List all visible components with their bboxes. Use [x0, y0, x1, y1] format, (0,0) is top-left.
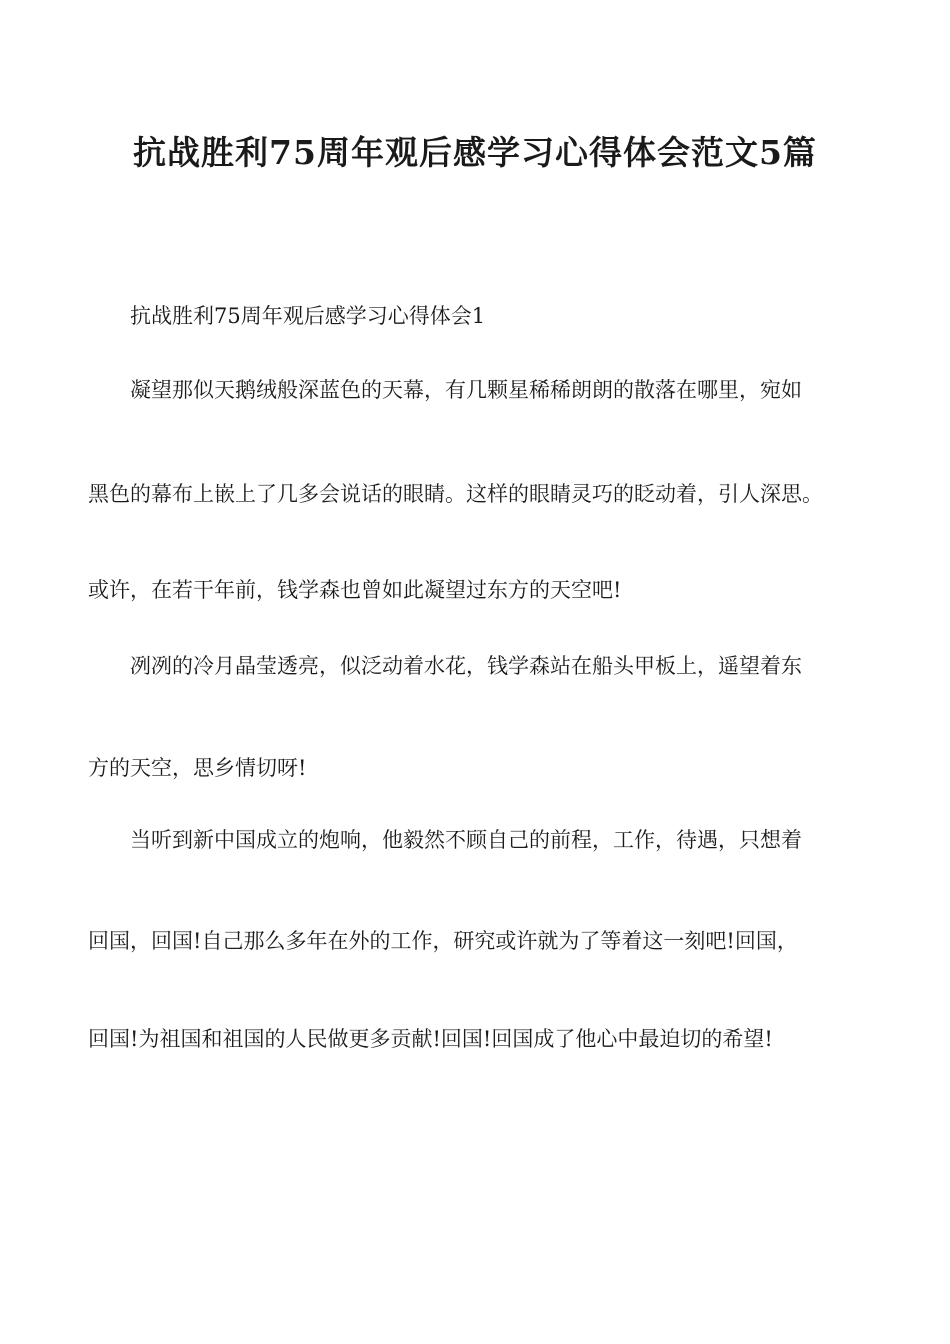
paragraph-line: 冽冽的冷月晶莹透亮，似泛动着水花，钱学森站在船头甲板上，遥望着东	[130, 654, 802, 678]
paragraph-line: 回国，回国!自己那么多年在外的工作，研究或许就为了等着这一刻吧!回国，	[88, 929, 798, 953]
paragraph-line: 当听到新中国成立的炮响，他毅然不顾自己的前程，工作，待遇，只想着	[130, 828, 802, 852]
paragraph-line: 方的天空，思乡情切呀!	[88, 756, 307, 780]
paragraph-line: 或许，在若干年前，钱学森也曾如此凝望过东方的天空吧!	[88, 578, 622, 602]
paragraph-line: 凝望那似天鹅绒般深蓝色的天幕，有几颗星稀稀朗朗的散落在哪里，宛如	[130, 378, 802, 402]
document-title: 抗战胜利75周年观后感学习心得体会范文5篇	[133, 133, 817, 172]
paragraph-line: 回国!为祖国和祖国的人民做更多贡献!回国!回国成了他心中最迫切的希望!	[88, 1027, 773, 1051]
paragraph-line: 黑色的幕布上嵌上了几多会说话的眼睛。这样的眼睛灵巧的眨动着，引人深思。	[88, 482, 823, 506]
section-heading: 抗战胜利75周年观后感学习心得体会1	[130, 304, 486, 328]
